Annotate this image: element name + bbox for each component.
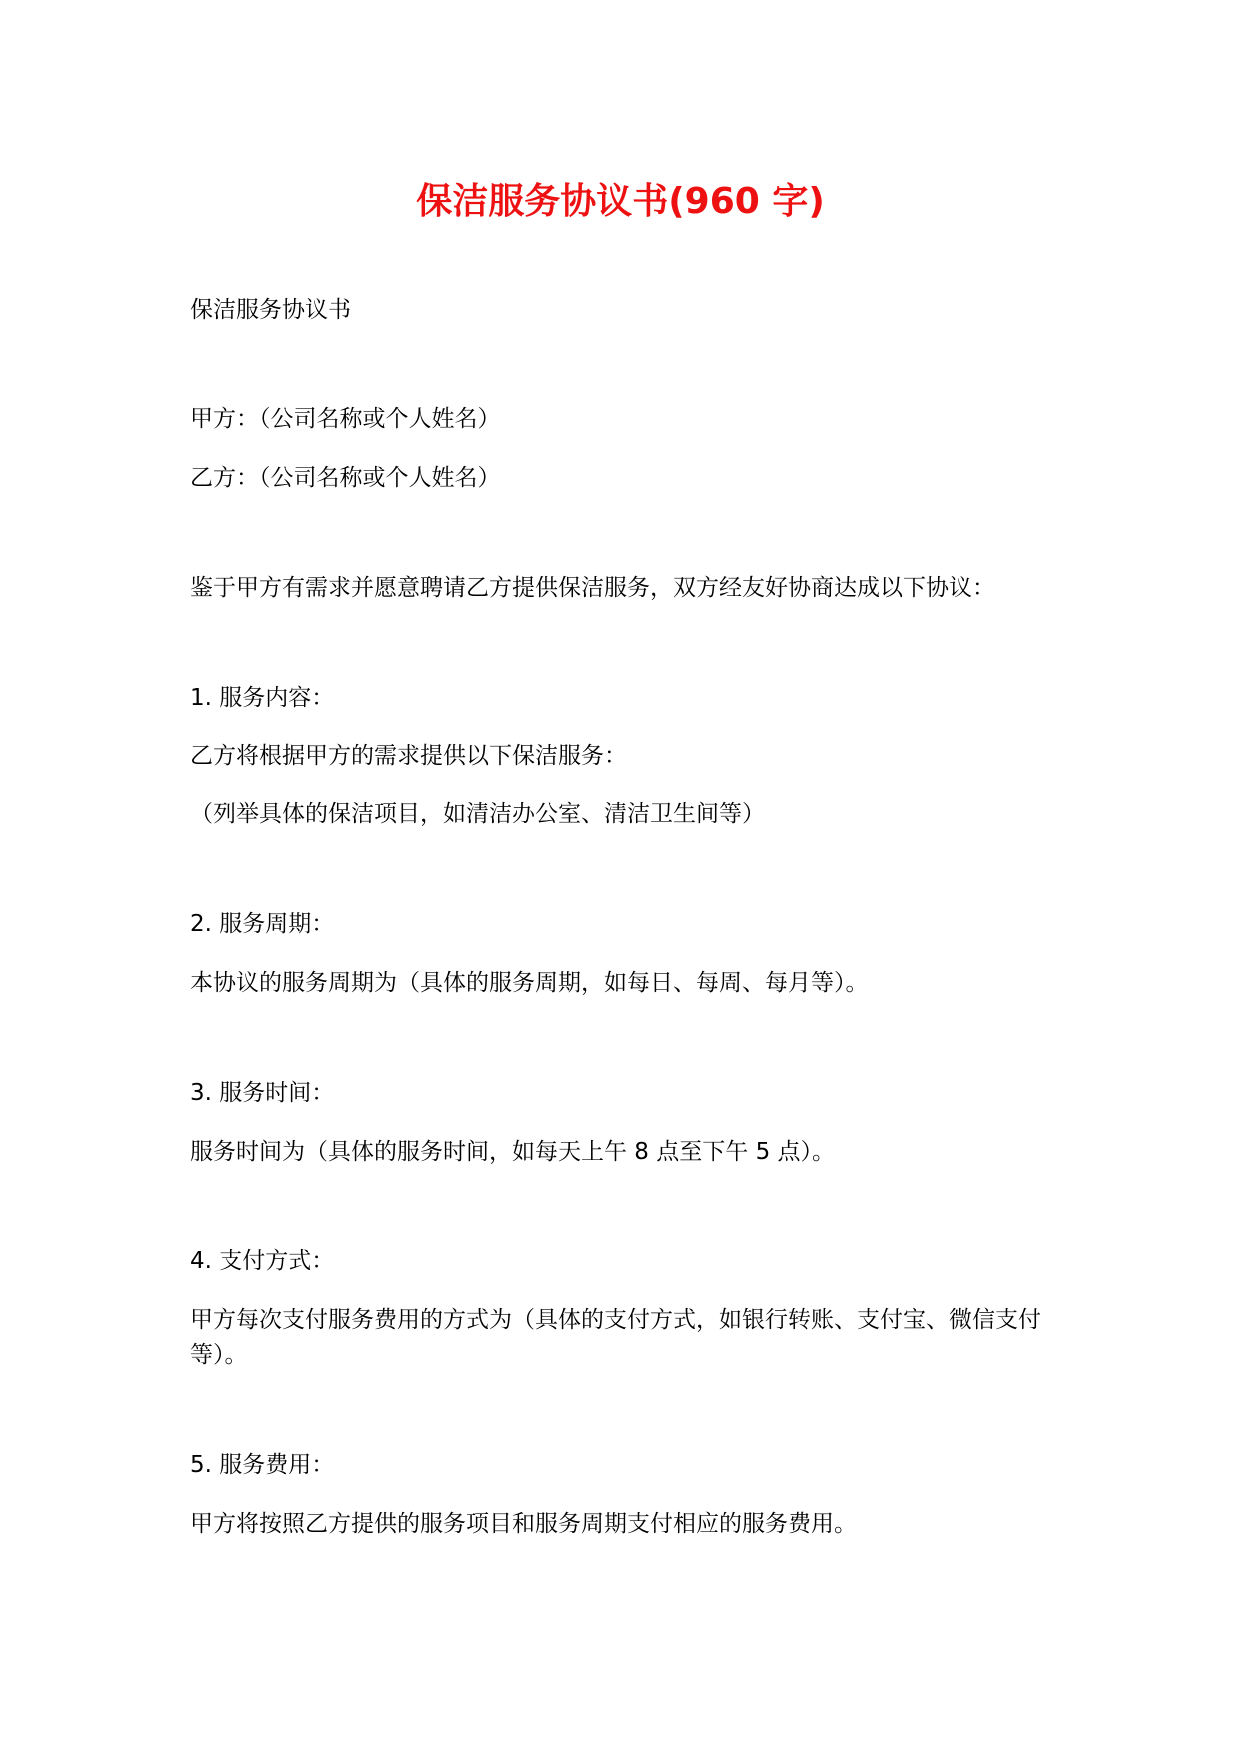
section-text: （列举具体的保洁项目，如清洁办公室、清洁卫生间等） [190,801,765,827]
section-heading-service-fee: 5. 服务费用： [190,1452,335,1478]
section-heading-service-period: 2. 服务周期： [190,911,335,937]
section-text: 服务时间为（具体的服务时间，如每天上午 8 点至下午 5 点）。 [190,1139,836,1165]
section-heading-service-content: 1. 服务内容： [190,685,335,711]
document-title: 保洁服务协议书(960 字) [416,181,825,222]
party-b-line: 乙方：（公司名称或个人姓名） [190,465,501,491]
section-text: 乙方将根据甲方的需求提供以下保洁服务： [190,743,627,769]
section-heading-service-time: 3. 服务时间： [190,1080,335,1106]
party-a-line: 甲方：（公司名称或个人姓名） [190,406,501,432]
section-text: 甲方每次支付服务费用的方式为（具体的支付方式，如银行转账、支付宝、微信支付 [190,1307,1041,1333]
section-text: 本协议的服务周期为（具体的服务周期，如每日、每周、每月等）。 [190,970,869,996]
section-text: 等）。 [190,1342,248,1368]
intro-paragraph: 鉴于甲方有需求并愿意聘请乙方提供保洁服务，双方经友好协商达成以下协议： [190,575,995,601]
document-subtitle: 保洁服务协议书 [190,297,351,323]
section-text: 甲方将按照乙方提供的服务项目和服务周期支付相应的服务费用。 [190,1511,857,1537]
section-heading-payment-method: 4. 支付方式： [190,1248,335,1274]
